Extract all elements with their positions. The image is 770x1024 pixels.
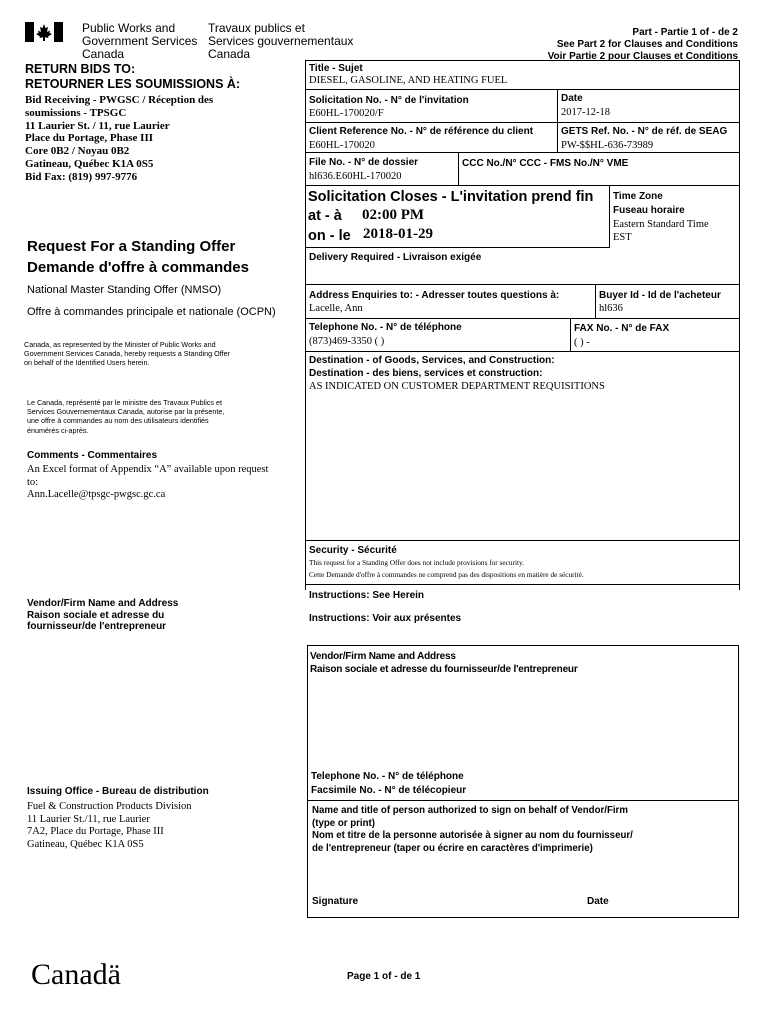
gets-ref-label: GETS Ref. No. - N° de réf. de SEAG xyxy=(561,126,728,137)
authorized-signer-label: Name and title of person authorized to sign on behalf of Vendor/Firm (type or print) Nom et titre de la personne autorisée à signer au nom du fournisseur/ de l'entrepreneur (taper ou écrire en caractères d'imprimerie) xyxy=(312,805,633,854)
address-enquiries-label: Address Enquiries to: - Adresser toutes questions à: xyxy=(309,290,560,301)
buyer-id-value: hl636 xyxy=(599,303,623,314)
see-part2-en: See Part 2 for Clauses and Conditions xyxy=(556,39,738,50)
ccc-no-label: CCC No./N° CCC - FMS No./N° VME xyxy=(462,158,629,169)
canada-flag-icon xyxy=(25,22,63,42)
closes-on-value: 2018-01-29 xyxy=(363,226,433,242)
instructions-en: Instructions: See Herein xyxy=(309,590,425,601)
vendor-telephone-label: Telephone No. - N° de téléphone xyxy=(311,771,464,782)
closes-at-label: at - à xyxy=(308,208,342,224)
title-label: Title - Sujet xyxy=(309,63,363,74)
client-ref-label: Client Reference No. - N° de référence du client xyxy=(309,126,534,137)
part-indicator: Part - Partie 1 of - de 2 xyxy=(632,27,738,38)
fax-value: ( ) - xyxy=(574,337,590,348)
solicitation-no-label: Solicitation No. - N° de l'invitation xyxy=(309,95,469,106)
file-no-value: hl636.E60HL-170020 xyxy=(309,171,402,182)
solicitation-closes-label: Solicitation Closes - L'invitation prend fin xyxy=(308,189,594,205)
comments-label: Comments - Commentaires xyxy=(27,450,158,461)
instructions-fr: Instructions: Voir aux présentes xyxy=(309,613,462,624)
time-zone-label: Time Zone Fuseau horaire xyxy=(613,191,685,216)
department-name-fr: Travaux publics et Services gouvernementaux Canada xyxy=(208,21,354,61)
gets-ref-value: PW-$$HL-636-73989 xyxy=(561,140,654,151)
issuing-office-text: Fuel & Construction Products Division 11 Laurier St./11, rue Laurier 7A2, Place du Portage, Phase III Gatineau, Québec K1A 0S5 xyxy=(27,801,192,850)
date-value: 2017-12-18 xyxy=(561,107,610,118)
signature-date-label: Date xyxy=(587,896,609,907)
client-ref-value: E60HL-170020 xyxy=(309,140,375,151)
fax-label: FAX No. - N° de FAX xyxy=(574,323,670,334)
vendor-facsimile-label: Facsimile No. - N° de télécopieur xyxy=(311,785,467,796)
request-title: Request For a Standing Offer Demande d'offre à commandes xyxy=(27,238,249,276)
request-paragraph-en: Canada, as represented by the Minister of Public Works and Government Services Canada, hereby requests a Standing Offer on behalf of the Identified Users herein. xyxy=(24,340,231,368)
return-bids-address: Bid Receiving - PWGSC / Réception des soumissions - TPSGC 11 Laurier St. / 11, rue Laurier Place du Portage, Phase III Core 0B2 / Noyau 0B2 Gatineau, Québec K1A 0S5 Bid Fax: (819) 997-9776 xyxy=(25,94,214,183)
destination-value: AS INDICATED ON CUSTOMER DEPARTMENT REQUISITIONS xyxy=(309,381,605,392)
solicitation-no-value: E60HL-170020/F xyxy=(309,108,384,119)
telephone-value: (873)469-3350 ( ) xyxy=(309,336,385,347)
see-part2-fr: Voir Partie 2 pour Clauses et Conditions xyxy=(547,51,738,60)
destination-label: Destination - of Goods, Services, and Construction: Destination - des biens, services et construction: xyxy=(309,355,555,379)
signature-label: Signature xyxy=(312,896,359,907)
date-label: Date xyxy=(561,93,583,104)
nmso-fr: Offre à commandes principale et nationale (OCPN) xyxy=(27,306,276,318)
vendor-left-label: Vendor/Firm Name and Address Raison sociale et adresse du fournisseur/de l'entrepreneur xyxy=(27,598,179,632)
time-zone-value: Eastern Standard Time EST xyxy=(613,219,709,243)
telephone-label: Telephone No. - N° de téléphone xyxy=(309,322,462,333)
security-text-fr: Cette Demande d'offre à commandes ne comprend pas des dispositions en matière de sécurité. xyxy=(309,570,584,579)
delivery-required-label: Delivery Required - Livraison exigée xyxy=(309,252,482,263)
title-value: DIESEL, GASOLINE, AND HEATING FUEL xyxy=(309,75,508,86)
file-no-label: File No. - N° de dossier xyxy=(309,157,419,168)
canada-wordmark: Canadä xyxy=(31,958,121,991)
buyer-id-label: Buyer Id - Id de l'acheteur xyxy=(599,290,721,301)
comments-text: An Excel format of Appendix “A” available upon request to: Ann.Lacelle@tpsgc-pwgsc.gc.ca xyxy=(27,464,269,500)
request-paragraph-fr: Le Canada, représenté par le ministre des Travaux Publics et Services Gouvernementaux Canada, autorise par la présente, une offre à commandes au nom des utilisateurs identifiés énumérés ci-après. xyxy=(27,398,225,435)
closes-on-label: on - le xyxy=(308,228,351,244)
return-bids-heading: RETURN BIDS TO: RETOURNER LES SOUMISSIONS À: xyxy=(25,62,241,91)
address-enquiries-value: Lacelle, Ann xyxy=(309,303,363,314)
vendor-name-address-label: Vendor/Firm Name and Address Raison sociale et adresse du fournisseur/de l'entrepreneur xyxy=(310,651,578,675)
closes-at-value: 02:00 PM xyxy=(362,207,425,223)
department-name-en: Public Works and Government Services Canada xyxy=(82,21,198,61)
nmso-en: National Master Standing Offer (NMSO) xyxy=(27,284,222,296)
security-label: Security - Sécurité xyxy=(309,545,397,556)
page-number: Page 1 of - de 1 xyxy=(347,971,421,982)
security-text-en: This request for a Standing Offer does not include provisions for security. xyxy=(309,558,525,567)
issuing-office-label: Issuing Office - Bureau de distribution xyxy=(27,786,209,797)
